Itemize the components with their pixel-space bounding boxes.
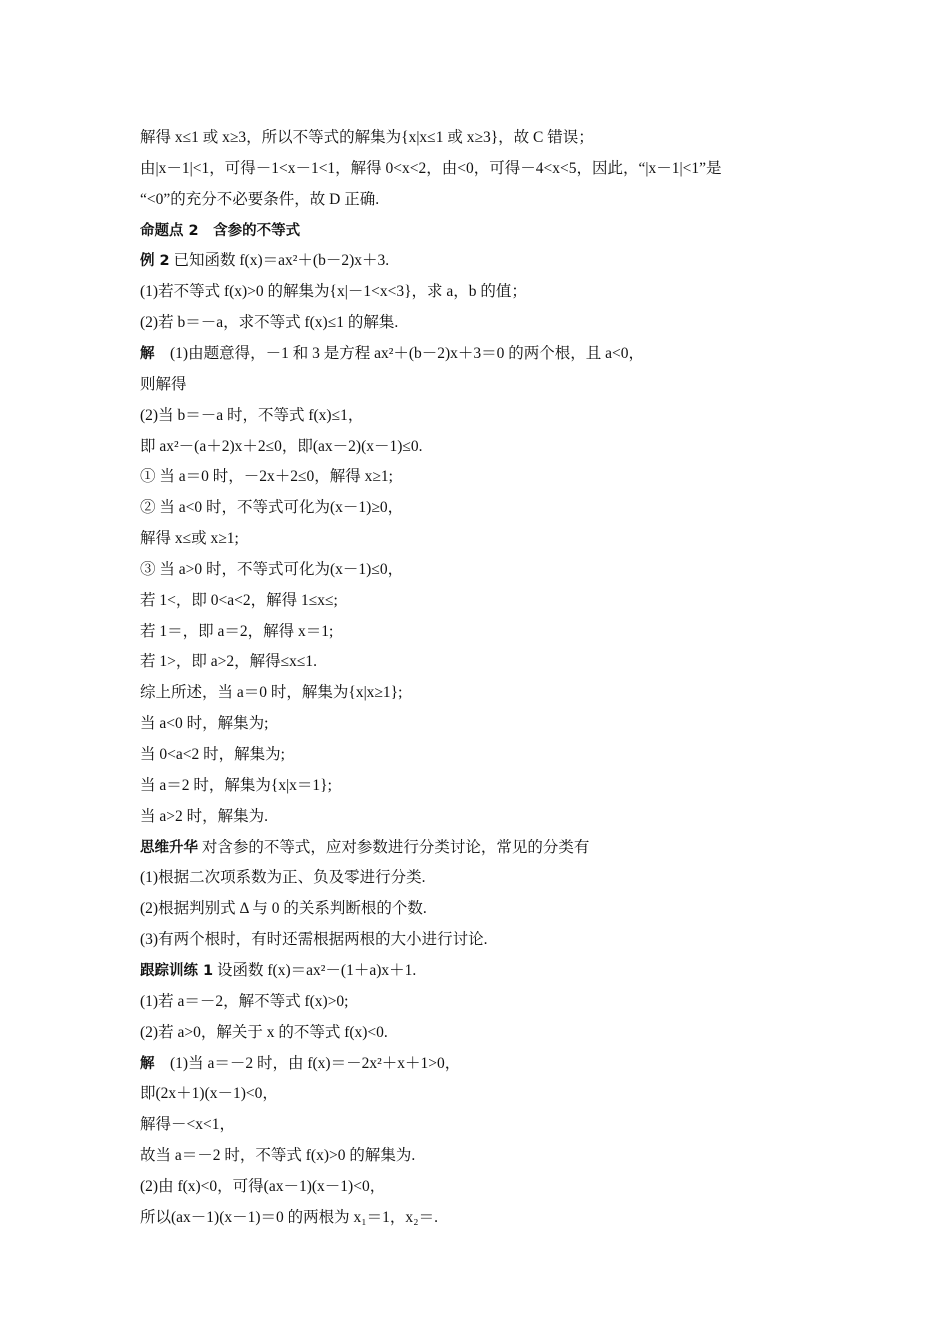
text-line: 当 a＝2 时，解集为{x|x＝1}; xyxy=(140,776,332,794)
text-line: “<0”的充分不必要条件，故 D 正确. xyxy=(140,190,380,208)
text-line: ① 当 a＝0 时，－2x＋2≤0，解得 x≥1; xyxy=(140,468,393,486)
line-text: 对含参的不等式，应对参数进行分类讨论，常见的分类有 xyxy=(198,838,590,856)
text-line: 命题点 2 含参的不等式 xyxy=(140,222,301,239)
text-line: 当 a<0 时，解集为; xyxy=(140,715,269,733)
line-text: (1)当 a＝－2 时，由 f(x)＝－2x²＋x＋1>0， xyxy=(154,1054,461,1072)
text-line: (3)有两个根时，有时还需根据两根的大小进行讨论. xyxy=(140,931,488,949)
text-line: (2)由 f(x)<0，可得(ax－1)(x－1)<0， xyxy=(140,1177,386,1195)
line-text: 已知函数 f(x)＝ax²＋(b－2)x＋3. xyxy=(169,252,390,270)
text-line: ② 当 a<0 时，不等式可化为(x－1)≥0， xyxy=(140,499,404,517)
text-line: (1)根据二次项系数为正、负及零进行分类. xyxy=(140,869,426,887)
text-line: 所以(ax－1)(x－1)＝0 的两根为 x₁＝1，x₂＝. xyxy=(140,1208,438,1226)
text-line: 由|x－1|<1，可得－1<x－1<1，解得 0<x<2，由<0，可得－4<x<5，因此，“|x－1|<1”是 xyxy=(140,159,722,177)
text-line: 即 ax²－(a＋2)x＋2≤0，即(ax－2)(x－1)≤0. xyxy=(140,437,423,455)
text-line: 解得 x≤或 x≥1; xyxy=(140,530,239,548)
text-line: 若 1＝，即 a＝2，解得 x＝1; xyxy=(140,622,334,640)
text-line xyxy=(140,340,830,368)
text-line: (2)根据判别式 Δ 与 0 的关系判断根的个数. xyxy=(140,900,427,918)
line-lead-label: 思维升华 xyxy=(140,839,198,856)
text-line: 若 1>，即 a>2，解得≤x≤1. xyxy=(140,653,318,671)
text-line: 综上所述，当 a＝0 时，解集为{x|x≥1}; xyxy=(140,684,403,702)
text-line: 故当 a＝－2 时，不等式 f(x)>0 的解集为. xyxy=(140,1147,416,1165)
text-line: (2)若 a>0，解关于 x 的不等式 f(x)<0. xyxy=(140,1023,388,1041)
text-line: (2)当 b＝－a 时，不等式 f(x)≤1， xyxy=(140,406,364,424)
text-line xyxy=(140,1050,830,1078)
text-line: ③ 当 a>0 时，不等式可化为(x－1)≤0， xyxy=(140,560,404,578)
text-line: (1)若不等式 f(x)>0 的解集为{x|－1<x<3}，求 a，b 的值； xyxy=(140,283,527,301)
text-line xyxy=(140,834,830,862)
text-line: 当 0<a<2 时，解集为; xyxy=(140,746,285,763)
text-line xyxy=(140,957,830,985)
text-line: 解得－<x<1， xyxy=(140,1116,235,1134)
line-lead-label: 例 2 xyxy=(140,253,170,270)
line-text: 设函数 f(x)＝ax²－(1＋a)x＋1. xyxy=(213,961,417,979)
line-lead-label: 解 xyxy=(140,1055,155,1072)
text-line: (2)若 b＝－a，求不等式 f(x)≤1 的解集. xyxy=(140,314,399,332)
text-line: 解得 x≤1 或 x≥3，所以不等式的解集为{x|x≤1 或 x≥3}，故 C 错误； xyxy=(140,129,594,146)
text-line xyxy=(140,247,830,275)
line-lead-label: 跟踪训练 1 xyxy=(140,962,214,979)
text-line: (1)若 a＝－2，解不等式 f(x)>0; xyxy=(140,992,349,1010)
text-line: 若 1<，即 0<a<2，解得 1≤x≤; xyxy=(140,591,338,609)
text-line: 当 a>2 时，解集为. xyxy=(140,807,268,825)
text-line: 即(2x＋1)(x－1)<0， xyxy=(140,1085,278,1103)
line-text: (1)由题意得，－1 和 3 是方程 ax²＋(b－2)x＋3＝0 的两个根，且 a<0， xyxy=(154,344,645,362)
line-lead-label: 解 xyxy=(140,345,155,362)
text-line: 则解得 xyxy=(140,375,187,393)
